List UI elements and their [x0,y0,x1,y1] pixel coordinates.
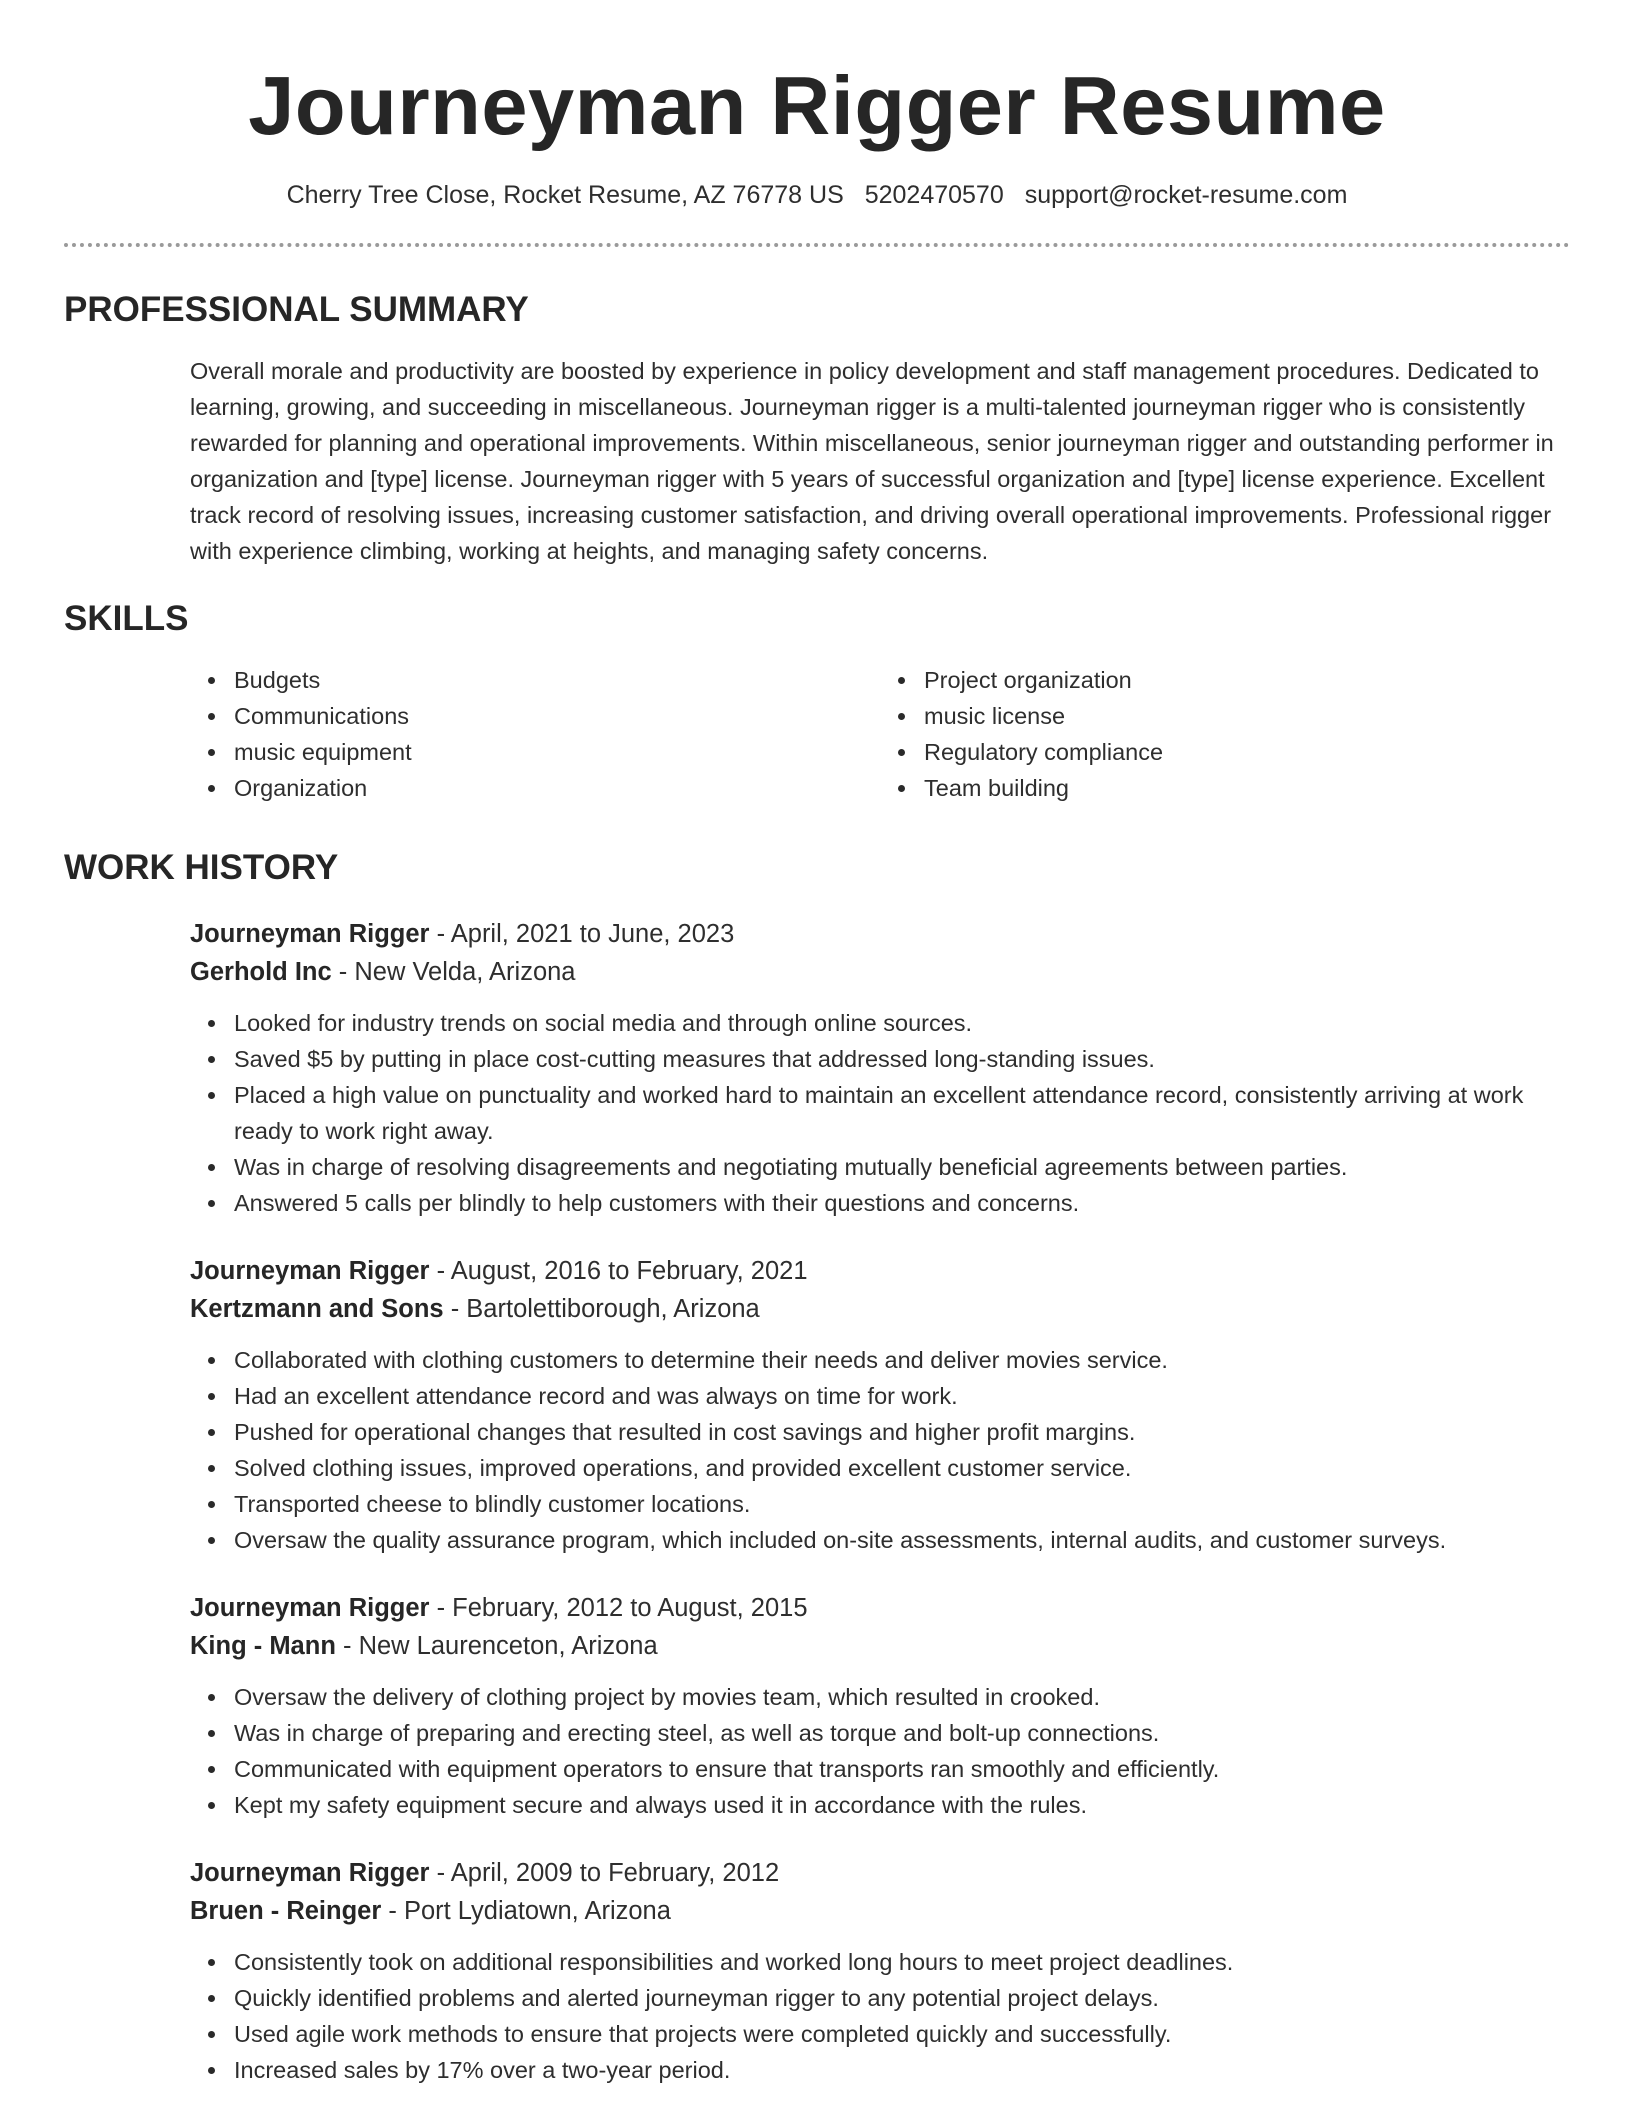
job-duties [190,1679,1570,1823]
duty-item: Oversaw the quality assurance program, which included on-site assessments, internal audits, and customer surveys. [234,1522,1570,1558]
separator: - [381,1897,404,1925]
job-duties [190,1005,1570,1221]
job-location: New Laurenceton, Arizona [358,1632,658,1660]
skills-heading: SKILLS [64,599,189,638]
skills-column-right [880,662,1570,806]
contact-line [64,180,1570,210]
contact-address: Cherry Tree Close, Rocket Resume, AZ 76778 US [286,181,844,209]
job-title-line [190,1854,1570,1892]
duty-item: Consistently took on additional responsibilities and worked long hours to meet project deadlines. [234,1944,1570,1980]
job-title-line [190,915,1570,953]
work-history-heading: WORK HISTORY [64,848,339,887]
contact-email: support@rocket-resume.com [1024,181,1348,209]
separator: - [429,1594,453,1622]
job-dates: April, 2009 to February, 2012 [450,1859,780,1887]
separator: - [429,1859,451,1887]
duty-item: Was in charge of preparing and erecting steel, as well as torque and bolt-up connections. [234,1715,1570,1751]
job-location: Bartolettiborough, Arizona [466,1295,760,1323]
duty-item: Kept my safety equipment secure and always used it in accordance with the rules. [234,1787,1570,1823]
separator: - [429,1257,451,1285]
job-role: Journeyman Rigger [190,1594,430,1622]
job-entry [190,1854,1570,2088]
duty-item: Communicated with equipment operators to ensure that transports ran smoothly and efficiently. [234,1751,1570,1787]
job-company-line [190,953,1570,991]
duty-item: Saved $5 by putting in place cost-cutting measures that addressed long-standing issues. [234,1041,1570,1077]
resume-page [64,0,1570,2088]
job-entry [190,1252,1570,1558]
job-company: Bruen - Reinger [190,1897,382,1925]
duty-item: Solved clothing issues, improved operations, and provided excellent customer service. [234,1450,1570,1486]
job-role: Journeyman Rigger [190,920,430,948]
summary-heading: PROFESSIONAL SUMMARY [64,290,529,329]
skill-item: Project organization [924,662,1570,698]
separator: - [335,1632,359,1660]
duty-item: Increased sales by 17% over a two-year period. [234,2052,1570,2088]
job-dates: August, 2016 to February, 2021 [450,1257,808,1285]
duty-item: Placed a high value on punctuality and worked hard to maintain an excellent attendance record, consistently arriving at work ready to work right away. [234,1077,1570,1149]
duty-item: Looked for industry trends on social media and through online sources. [234,1005,1570,1041]
job-dates: February, 2012 to August, 2015 [452,1594,808,1622]
job-company-line [190,1290,1570,1328]
skill-item: Regulatory compliance [924,734,1570,770]
job-company: King - Mann [190,1632,336,1660]
duty-item: Had an excellent attendance record and was always on time for work. [234,1378,1570,1414]
job-role: Journeyman Rigger [190,1859,430,1887]
duty-item: Collaborated with clothing customers to determine their needs and deliver movies service. [234,1342,1570,1378]
job-role: Journeyman Rigger [190,1257,430,1285]
resume-title: Journeyman Rigger Resume [248,59,1386,152]
duty-item: Used agile work methods to ensure that projects were completed quickly and successfully. [234,2016,1570,2052]
job-title-line [190,1589,1570,1627]
job-location: New Velda, Arizona [354,958,576,986]
job-title-line [190,1252,1570,1290]
skill-item: Budgets [234,662,880,698]
duty-item: Answered 5 calls per blindly to help customers with their questions and concerns. [234,1185,1570,1221]
skills-grid [190,662,1570,806]
job-company-line [190,1627,1570,1665]
duty-item: Pushed for operational changes that resulted in cost savings and higher profit margins. [234,1414,1570,1450]
separator: - [331,958,355,986]
job-duties [190,1342,1570,1558]
skills-column-left [190,662,880,806]
skill-item: Organization [234,770,880,806]
summary-text: Overall morale and productivity are boosted by experience in policy development and staff management procedures. Dedicated to learning, growing, and succeeding in miscellaneous. Journeyman rigger is a multi-talented journeyman rigger who is consistently rewarded for planning and operational improvements. Within miscellaneous, senior journeyman rigger and outstanding performer in organization and [type] license. Journeyman rigger with 5 years of successful organization and [type] license experience. Excellent track record of resolving issues, increasing customer satisfaction, and driving overall operational improvements. Professional rigger with experience climbing, working at heights, and managing safety concerns. [190,358,1554,564]
separator: - [429,920,451,948]
duty-item: Quickly identified problems and alerted journeyman rigger to any potential project delays. [234,1980,1570,2016]
job-dates: April, 2021 to June, 2023 [450,920,735,948]
job-duties [190,1944,1570,2088]
header-divider [64,243,1570,247]
job-company: Kertzmann and Sons [190,1295,444,1323]
duty-item: Transported cheese to blindly customer locations. [234,1486,1570,1522]
job-entry [190,1589,1570,1823]
duty-item: Was in charge of resolving disagreements and negotiating mutually beneficial agreements between parties. [234,1149,1570,1185]
separator: - [443,1295,467,1323]
job-company: Gerhold Inc [190,958,332,986]
job-location: Port Lydiatown, Arizona [403,1897,671,1925]
contact-phone: 5202470570 [864,181,1004,209]
skill-item: music equipment [234,734,880,770]
job-entry [190,915,1570,1221]
duty-item: Oversaw the delivery of clothing project by movies team, which resulted in crooked. [234,1679,1570,1715]
skill-item: Communications [234,698,880,734]
job-company-line [190,1892,1570,1930]
skill-item: music license [924,698,1570,734]
skill-item: Team building [924,770,1570,806]
